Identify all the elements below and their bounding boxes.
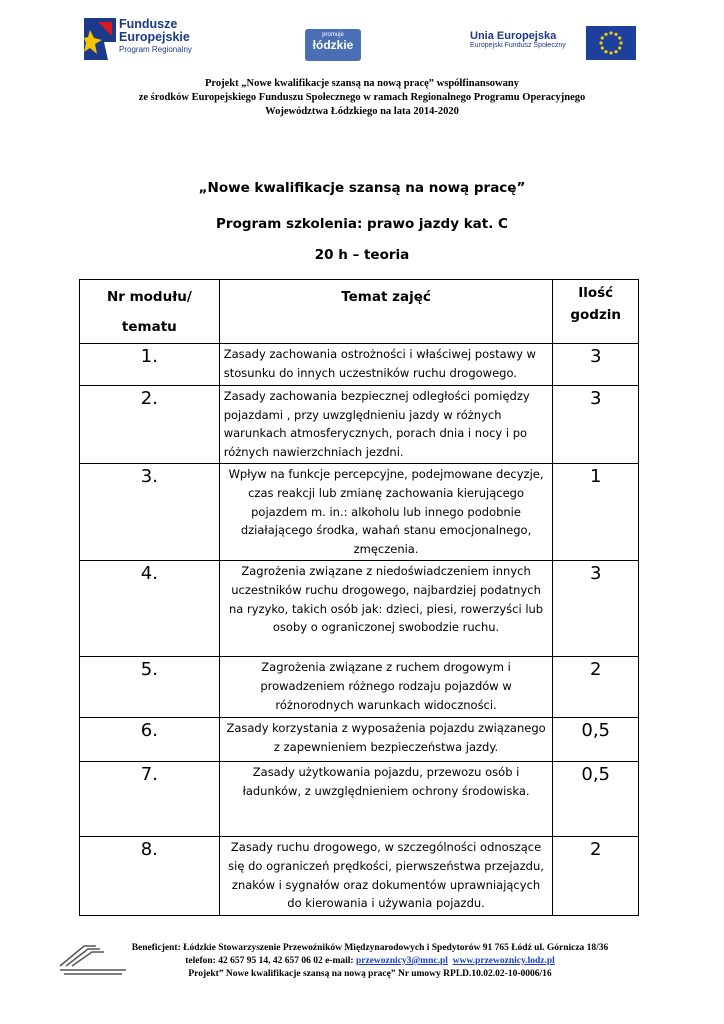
table-row	[80, 718, 639, 762]
logo-bar	[0, 14, 724, 66]
project-header	[0, 77, 724, 119]
row-number: 2.	[80, 386, 220, 464]
row-number: 7.	[80, 762, 220, 837]
project-title: „Nowe kwalifikacje szansą na nową pracę”	[198, 180, 526, 196]
footer-contract: Projekt” Nowe kwalifikacje szansą na nową pracę” Nr umowy RPLD.10.02.02-10-0006/16	[188, 969, 552, 979]
row-hours: 3	[553, 386, 639, 464]
fundusze-europejskie-logo	[84, 18, 214, 64]
row-number: 5.	[80, 657, 220, 718]
row-number: 8.	[80, 837, 220, 915]
row-topic: Zasady korzystania z wyposażenia pojazdu związanego z zapewnieniem bezpieczeństwa jazdy.	[219, 718, 553, 762]
ue-logo-line2: Europejski Fundusz Społeczny	[470, 42, 566, 49]
table-row	[80, 344, 639, 386]
table-row	[80, 464, 639, 561]
row-number: 4.	[80, 561, 220, 657]
table-header-row	[80, 280, 639, 344]
lodzkie-logo-small: promuje	[322, 32, 344, 38]
header-temat: Temat zajęć	[219, 280, 553, 344]
ue-logo-text	[470, 30, 566, 49]
header-nr-line1: Nr modułu/	[106, 289, 192, 305]
row-hours: 2	[553, 837, 639, 915]
footer-contact	[90, 955, 650, 968]
row-number: 3.	[80, 464, 220, 561]
table-row	[80, 386, 639, 464]
fe-logo-line2: Europejskie	[119, 30, 190, 44]
fe-star-icon	[84, 18, 116, 60]
project-header-line2: ze środków Europejskiego Funduszu Społecznego w ramach Regionalnego Programu Operacyjnego	[138, 92, 586, 103]
header-ilosc-line1: Ilość	[578, 285, 614, 301]
footer-email-link[interactable]: przewoznicy3@mnc.pl	[355, 956, 448, 966]
table-row	[80, 762, 639, 837]
fe-logo-line1: Fundusze	[119, 17, 178, 31]
program-table	[79, 279, 639, 916]
row-topic: Zasady użytkowania pojazdu, przewozu osób i ładunków, z uwzględnieniem ochrony środowiska.	[219, 762, 553, 837]
row-hours: 1	[553, 464, 639, 561]
row-number: 6.	[80, 718, 220, 762]
row-topic: Zasady zachowania bezpiecznej odległości pomiędzy pojazdami , przy uwzględnieniu jazdy w różnych warunkach atmosferycznych, porach dnia i nocy i po różnych nawierzchniach jezdni.	[219, 386, 553, 464]
eu-flag-icon	[586, 26, 636, 60]
header-nr-line2: tematu	[121, 319, 177, 335]
row-hours: 2	[553, 657, 639, 718]
row-hours: 0,5	[553, 762, 639, 837]
fe-logo-line3: Program Regionalny	[119, 45, 192, 54]
row-topic: Zagrożenia związane z niedoświadczeniem innych uczestników ruchu drogowego, najbardziej podatnych na ryzyko, takich osób jak: dzieci, piesi, rowerzyści lub osoby o ograniczonej swobodzie ruchu.	[219, 561, 553, 657]
table-row	[80, 837, 639, 915]
row-hours: 3	[553, 344, 639, 386]
hours-title: 20 h – teoria	[314, 247, 410, 263]
lodzkie-logo	[305, 29, 361, 61]
header-ilosc-line2: godzin	[570, 307, 622, 323]
footer-phone: telefon: 42 657 95 14, 42 657 06 02 e-mail:	[185, 956, 356, 966]
program-title: Program szkolenia: prawo jazdy kat. C	[216, 216, 508, 232]
table-row	[80, 657, 639, 718]
row-hours: 3	[553, 561, 639, 657]
ue-logo-line1: Unia Europejska	[470, 30, 557, 42]
project-header-line1: Projekt „Nowe kwalifikacje szansą na nową pracę” współfinansowany	[205, 78, 519, 89]
row-hours: 0,5	[553, 718, 639, 762]
footer-beneficiary: Beneficjent: Łódzkie Stowarzyszenie Przewoźników Międzynarodowych i Spedytorów 91 765 Łódź ul. Górnicza 18/36	[131, 943, 609, 953]
project-header-line3: Województwa Łódzkiego na lata 2014-2020	[265, 106, 459, 117]
row-topic: Zagrożenia związane z ruchem drogowym i prowadzeniem różnego rodzaju pojazdów w różnorodnych warunkach widoczności.	[219, 657, 553, 718]
row-number: 1.	[80, 344, 220, 386]
lodzkie-logo-big: łódzkie	[312, 38, 354, 52]
row-topic: Zasady zachowania ostrożności i właściwej postawy w stosunku do innych uczestników ruchu drogowego.	[219, 344, 553, 386]
table-row	[80, 561, 639, 657]
row-topic: Wpływ na funkcje percepcyjne, podejmowane decyzje, czas reakcji lub zmianę zachowania kierującego pojazdem m. in.: alkoholu lub innego podobnie działającego środka, wahań stanu emocjonalnego, zmęczenia.	[219, 464, 553, 561]
footer-website-link[interactable]: www.przewoznicy.lodz.pl	[452, 956, 555, 966]
row-topic: Zasady ruchu drogowego, w szczególności odnoszące się do ograniczeń prędkości, pierwszeństwa przejazdu, znaków i sygnałów oraz dokumentów uprawniających do kierowania i używania pojazdu.	[219, 837, 553, 915]
header-ilosc-godzin	[553, 280, 639, 344]
header-nr-modulu	[80, 280, 220, 344]
footer	[90, 942, 650, 981]
